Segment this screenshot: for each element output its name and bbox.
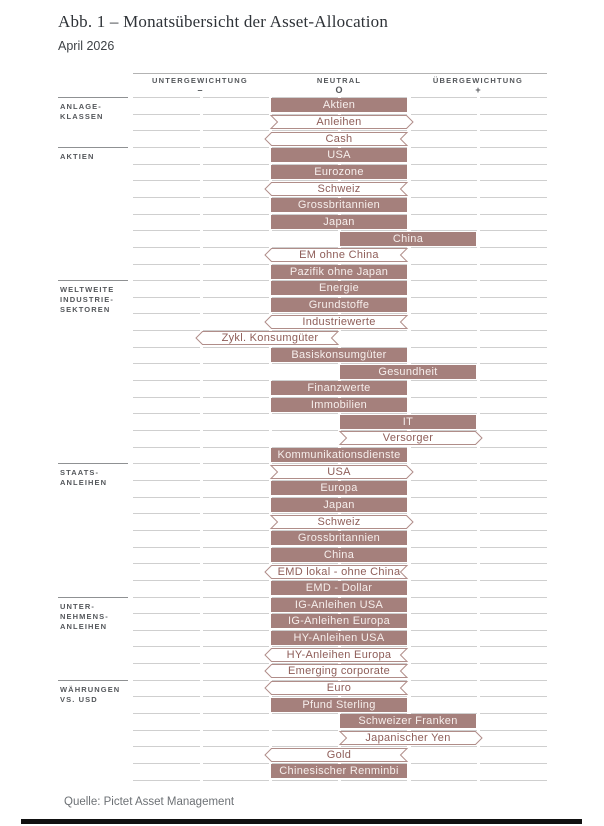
allocation-bar bbox=[271, 465, 407, 479]
grid-line bbox=[133, 613, 200, 614]
grid-line bbox=[272, 430, 338, 431]
grid-line bbox=[133, 363, 200, 364]
grid-line bbox=[411, 313, 477, 314]
allocation-bar bbox=[271, 498, 407, 512]
bar-label: Schweiz bbox=[317, 182, 361, 195]
allocation-bar bbox=[271, 132, 407, 146]
grid-line bbox=[203, 214, 269, 215]
allocation-bar bbox=[340, 415, 476, 429]
bar-label: HY-Anleihen Europa bbox=[286, 648, 392, 661]
grid-line bbox=[411, 597, 477, 598]
grid-line bbox=[133, 114, 200, 115]
grid-line bbox=[133, 280, 200, 281]
grid-line bbox=[341, 330, 407, 331]
bar-label: Pazifik ohne Japan bbox=[289, 265, 389, 278]
bar-label: Japan bbox=[323, 215, 355, 228]
bar-label: Grundstoffe bbox=[308, 299, 370, 312]
allocation-bar bbox=[271, 348, 407, 362]
grid-line bbox=[133, 497, 200, 498]
grid-line bbox=[133, 513, 200, 514]
allocation-bar bbox=[271, 748, 407, 762]
bar-label: Anleihen bbox=[316, 116, 362, 128]
grid-line bbox=[411, 480, 477, 481]
grid-line bbox=[133, 680, 200, 681]
grid-line bbox=[133, 463, 200, 464]
grid-line bbox=[480, 164, 547, 165]
allocation-bar bbox=[271, 315, 407, 329]
grid-line bbox=[480, 347, 547, 348]
grid-line bbox=[203, 130, 269, 131]
grid-line bbox=[133, 164, 200, 165]
allocation-bar bbox=[271, 148, 407, 162]
grid-line bbox=[411, 447, 477, 448]
grid-line bbox=[411, 347, 477, 348]
allocation-bar bbox=[271, 298, 407, 312]
figure-subtitle: April 2026 bbox=[58, 39, 115, 53]
grid-line bbox=[411, 397, 477, 398]
grid-line bbox=[480, 380, 547, 381]
allocation-bar bbox=[271, 698, 407, 712]
grid-line bbox=[133, 563, 200, 564]
grid-line bbox=[411, 530, 477, 531]
allocation-bar bbox=[271, 598, 407, 612]
grid-line bbox=[133, 197, 200, 198]
allocation-bar bbox=[271, 281, 407, 295]
grid-line bbox=[411, 680, 477, 681]
grid-line bbox=[411, 630, 477, 631]
grid-line bbox=[411, 114, 477, 115]
bar-label: Grossbritannien bbox=[297, 532, 381, 545]
section-rule bbox=[58, 463, 128, 464]
grid-line bbox=[480, 780, 547, 781]
grid-line bbox=[133, 347, 200, 348]
grid-line bbox=[203, 430, 269, 431]
grid-line bbox=[203, 730, 269, 731]
grid-line bbox=[203, 696, 269, 697]
allocation-bar bbox=[271, 265, 407, 279]
section-rule bbox=[58, 147, 128, 148]
grid-line bbox=[272, 413, 338, 414]
grid-line bbox=[480, 696, 547, 697]
grid-line bbox=[203, 513, 269, 514]
grid-line bbox=[133, 530, 200, 531]
bar-label: Grossbritannien bbox=[297, 199, 381, 212]
grid-line bbox=[133, 297, 200, 298]
bar-label: Japanischer Yen bbox=[365, 732, 451, 744]
bar-label: Japan bbox=[323, 498, 355, 511]
grid-line bbox=[133, 397, 200, 398]
section-rule bbox=[58, 97, 128, 98]
grid-line bbox=[133, 730, 200, 731]
grid-line bbox=[480, 214, 547, 215]
grid-line bbox=[133, 430, 200, 431]
grid-line bbox=[203, 164, 269, 165]
grid-line bbox=[203, 680, 269, 681]
grid-line bbox=[411, 130, 477, 131]
grid-line bbox=[480, 530, 547, 531]
allocation-bar bbox=[271, 248, 407, 262]
grid-line bbox=[203, 147, 269, 148]
grid-line bbox=[411, 180, 477, 181]
bar-label: Industriewerte bbox=[302, 315, 376, 328]
grid-line bbox=[480, 413, 547, 414]
grid-line bbox=[203, 497, 269, 498]
grid-line bbox=[203, 630, 269, 631]
allocation-bar bbox=[271, 531, 407, 545]
bar-label: Basiskonsumgüter bbox=[291, 349, 387, 362]
grid-line bbox=[480, 630, 547, 631]
grid-line bbox=[480, 513, 547, 514]
grid-line bbox=[480, 663, 547, 664]
section-label: ANLEIHEN bbox=[60, 477, 108, 487]
allocation-bar bbox=[271, 664, 407, 678]
grid-line bbox=[411, 164, 477, 165]
grid-line bbox=[272, 730, 338, 731]
bar-label: EMD - Dollar bbox=[305, 582, 373, 595]
grid-line bbox=[411, 696, 477, 697]
grid-line bbox=[133, 480, 200, 481]
grid-line bbox=[272, 713, 338, 714]
grid-line bbox=[411, 580, 477, 581]
section-rule bbox=[58, 597, 128, 598]
bar-label: Kommunikationsdienste bbox=[277, 448, 401, 461]
grid-line bbox=[480, 480, 547, 481]
footer-rule bbox=[21, 819, 582, 824]
grid-line bbox=[411, 280, 477, 281]
grid-line bbox=[411, 463, 477, 464]
grid-line bbox=[133, 413, 200, 414]
grid-line bbox=[411, 297, 477, 298]
grid-line bbox=[203, 180, 269, 181]
grid-line bbox=[411, 147, 477, 148]
allocation-bar bbox=[271, 565, 407, 579]
bar-label: Finanzwerte bbox=[307, 382, 371, 395]
allocation-bar bbox=[271, 631, 407, 645]
grid-line bbox=[480, 397, 547, 398]
bar-label: China bbox=[392, 232, 424, 245]
grid-line bbox=[480, 197, 547, 198]
bar-label: Zykl. Konsumgüter bbox=[221, 332, 319, 345]
allocation-bar bbox=[271, 548, 407, 562]
grid-line bbox=[272, 363, 338, 364]
grid-line bbox=[411, 513, 477, 514]
grid-line bbox=[411, 214, 477, 215]
grid-line bbox=[411, 613, 477, 614]
section-label: AKTIEN bbox=[60, 152, 95, 161]
source-note: Quelle: Pictet Asset Management bbox=[64, 796, 235, 808]
grid-line bbox=[203, 247, 269, 248]
grid-line bbox=[480, 713, 547, 714]
column-header-bergewichtung: ÜBERGEWICHTUNG bbox=[432, 76, 524, 85]
grid-line bbox=[133, 447, 200, 448]
bar-label: Energie bbox=[318, 282, 359, 295]
allocation-bar bbox=[340, 714, 476, 728]
grid-line bbox=[203, 114, 269, 115]
grid-line bbox=[411, 97, 477, 98]
grid-line bbox=[480, 363, 547, 364]
allocation-bar bbox=[271, 448, 407, 462]
grid-line bbox=[480, 97, 547, 98]
grid-line bbox=[341, 780, 407, 781]
grid-line bbox=[203, 780, 269, 781]
grid-line bbox=[203, 397, 269, 398]
bar-label: USA bbox=[327, 149, 351, 162]
grid-line bbox=[480, 497, 547, 498]
figure-title: Abb. 1 – Monatsübersicht der Asset-Allocation bbox=[58, 12, 389, 31]
grid-line bbox=[480, 430, 547, 431]
bar-label: Aktien bbox=[322, 99, 356, 112]
allocation-bar bbox=[271, 581, 407, 595]
grid-line bbox=[203, 363, 269, 364]
allocation-bar bbox=[271, 515, 407, 529]
bar-label: Gold bbox=[326, 748, 352, 761]
grid-line bbox=[411, 646, 477, 647]
grid-line bbox=[133, 264, 200, 265]
grid-line bbox=[203, 597, 269, 598]
bar-label: Chinesischer Renminbi bbox=[279, 765, 399, 778]
grid-line bbox=[203, 480, 269, 481]
bar-label: Immobilien bbox=[310, 399, 368, 411]
grid-line bbox=[203, 646, 269, 647]
section-label: WELTWEITE bbox=[60, 285, 115, 294]
grid-line bbox=[133, 247, 200, 248]
grid-line bbox=[133, 230, 200, 231]
section-label: ANLEIHEN bbox=[60, 621, 108, 631]
grid-line bbox=[411, 330, 477, 331]
grid-line bbox=[411, 497, 477, 498]
bar-label: Pfund Sterling bbox=[302, 698, 376, 711]
section-label: VS. USD bbox=[60, 694, 98, 704]
grid-line bbox=[480, 180, 547, 181]
column-header-neutral: NEUTRAL bbox=[316, 76, 362, 85]
grid-line bbox=[480, 580, 547, 581]
bar-label: USA bbox=[327, 465, 351, 478]
grid-line bbox=[411, 380, 477, 381]
grid-line bbox=[272, 230, 338, 231]
section-rule bbox=[58, 680, 128, 681]
allocation-bar bbox=[271, 681, 407, 695]
grid-line bbox=[411, 563, 477, 564]
bar-label: Gesundheit bbox=[378, 365, 438, 378]
grid-line bbox=[480, 264, 547, 265]
grid-line bbox=[133, 130, 200, 131]
grid-line bbox=[203, 413, 269, 414]
grid-line bbox=[480, 147, 547, 148]
column-header-untergewichtung: UNTERGEWICHTUNG bbox=[152, 76, 248, 85]
allocation-bar bbox=[271, 165, 407, 179]
grid-line bbox=[133, 97, 200, 98]
grid-line bbox=[411, 547, 477, 548]
section-label: INDUSTRIE- bbox=[60, 294, 114, 304]
grid-line bbox=[133, 746, 200, 747]
section-label: NEHMENS- bbox=[60, 611, 109, 621]
column-symbol-neutral: O bbox=[335, 85, 343, 95]
grid-line bbox=[203, 264, 269, 265]
grid-line bbox=[133, 547, 200, 548]
grid-line bbox=[203, 380, 269, 381]
grid-line bbox=[133, 180, 200, 181]
bar-label: Europa bbox=[320, 482, 358, 495]
grid-line bbox=[480, 730, 547, 731]
grid-line bbox=[203, 297, 269, 298]
grid-line bbox=[480, 447, 547, 448]
section-label: WÄHRUNGEN bbox=[60, 685, 121, 694]
grid-line bbox=[480, 114, 547, 115]
grid-line bbox=[480, 680, 547, 681]
grid-line bbox=[480, 313, 547, 314]
grid-line bbox=[133, 380, 200, 381]
allocation-bar bbox=[271, 764, 407, 778]
grid-line bbox=[203, 613, 269, 614]
grid-line bbox=[203, 97, 269, 98]
grid-line bbox=[411, 746, 477, 747]
section-label: STAATS- bbox=[60, 468, 100, 477]
section-label: ANLAGE- bbox=[60, 102, 102, 111]
bar-label: Schweizer Franken bbox=[358, 715, 458, 728]
grid-line bbox=[133, 330, 200, 331]
grid-line bbox=[480, 297, 547, 298]
bar-label: Emerging corporate bbox=[287, 665, 390, 678]
grid-line bbox=[480, 280, 547, 281]
allocation-bar bbox=[271, 398, 407, 412]
bar-label: IG-Anleihen USA bbox=[294, 598, 384, 611]
bar-label: Schweiz bbox=[317, 515, 361, 528]
bar-label: HY-Anleihen USA bbox=[293, 632, 385, 645]
grid-line bbox=[203, 347, 269, 348]
bar-label: EMD lokal - ohne China bbox=[277, 565, 401, 578]
allocation-bar bbox=[271, 198, 407, 212]
grid-line bbox=[203, 313, 269, 314]
grid-line bbox=[203, 197, 269, 198]
grid-line bbox=[133, 663, 200, 664]
grid-line bbox=[203, 230, 269, 231]
grid-line bbox=[133, 630, 200, 631]
allocation-bar bbox=[340, 731, 476, 745]
grid-line bbox=[480, 746, 547, 747]
grid-line bbox=[480, 247, 547, 248]
grid-line bbox=[203, 663, 269, 664]
bar-label: China bbox=[323, 548, 355, 561]
grid-line bbox=[203, 746, 269, 747]
grid-line bbox=[480, 330, 547, 331]
allocation-bar bbox=[271, 98, 407, 112]
grid-line bbox=[203, 713, 269, 714]
section-label: SEKTOREN bbox=[60, 304, 111, 314]
grid-line bbox=[133, 147, 200, 148]
grid-line bbox=[203, 463, 269, 464]
bar-label: Versorger bbox=[382, 432, 434, 445]
grid-line bbox=[203, 563, 269, 564]
grid-line bbox=[203, 547, 269, 548]
grid-line bbox=[203, 763, 269, 764]
grid-line bbox=[411, 763, 477, 764]
grid-line bbox=[133, 780, 200, 781]
section-label: UNTER- bbox=[60, 602, 95, 611]
grid-line bbox=[411, 264, 477, 265]
grid-line bbox=[480, 613, 547, 614]
section-label: KLASSEN bbox=[60, 111, 104, 121]
bar-label: EM ohne China bbox=[299, 249, 379, 262]
grid-line bbox=[133, 713, 200, 714]
allocation-bar bbox=[340, 232, 476, 246]
grid-line bbox=[480, 547, 547, 548]
grid-line bbox=[480, 597, 547, 598]
allocation-bar bbox=[340, 431, 476, 445]
grid-line bbox=[133, 763, 200, 764]
grid-line bbox=[203, 530, 269, 531]
grid-line bbox=[480, 763, 547, 764]
allocation-bar bbox=[271, 614, 407, 628]
grid-line bbox=[203, 280, 269, 281]
bar-label: Eurozone bbox=[314, 165, 364, 178]
grid-line bbox=[480, 646, 547, 647]
allocation-bar bbox=[271, 381, 407, 395]
grid-line bbox=[133, 597, 200, 598]
allocation-bar bbox=[271, 481, 407, 495]
grid-line bbox=[133, 313, 200, 314]
grid-line bbox=[133, 214, 200, 215]
grid-line bbox=[272, 780, 338, 781]
grid-line bbox=[480, 230, 547, 231]
grid-line bbox=[411, 663, 477, 664]
grid-line bbox=[411, 780, 477, 781]
bar-label: IG-Anleihen Europa bbox=[287, 615, 390, 628]
allocation-bar bbox=[271, 215, 407, 229]
allocation-bar bbox=[202, 331, 338, 345]
allocation-bar bbox=[271, 182, 407, 196]
grid-line bbox=[480, 463, 547, 464]
grid-line bbox=[411, 247, 477, 248]
grid-line bbox=[480, 563, 547, 564]
grid-line bbox=[203, 580, 269, 581]
bar-label: Cash bbox=[325, 132, 353, 145]
column-symbol-bergewichtung: + bbox=[475, 85, 481, 95]
header-rule bbox=[133, 73, 547, 74]
allocation-bar bbox=[340, 365, 476, 379]
grid-line bbox=[203, 447, 269, 448]
grid-line bbox=[133, 580, 200, 581]
section-rule bbox=[58, 280, 128, 281]
bar-label: Euro bbox=[326, 682, 352, 694]
column-symbol-untergewichtung: – bbox=[197, 85, 203, 95]
bar-label: IT bbox=[402, 415, 414, 428]
grid-line bbox=[411, 197, 477, 198]
grid-line bbox=[133, 646, 200, 647]
grid-line bbox=[133, 696, 200, 697]
allocation-bar bbox=[271, 115, 407, 129]
allocation-bar bbox=[271, 648, 407, 662]
grid-line bbox=[480, 130, 547, 131]
